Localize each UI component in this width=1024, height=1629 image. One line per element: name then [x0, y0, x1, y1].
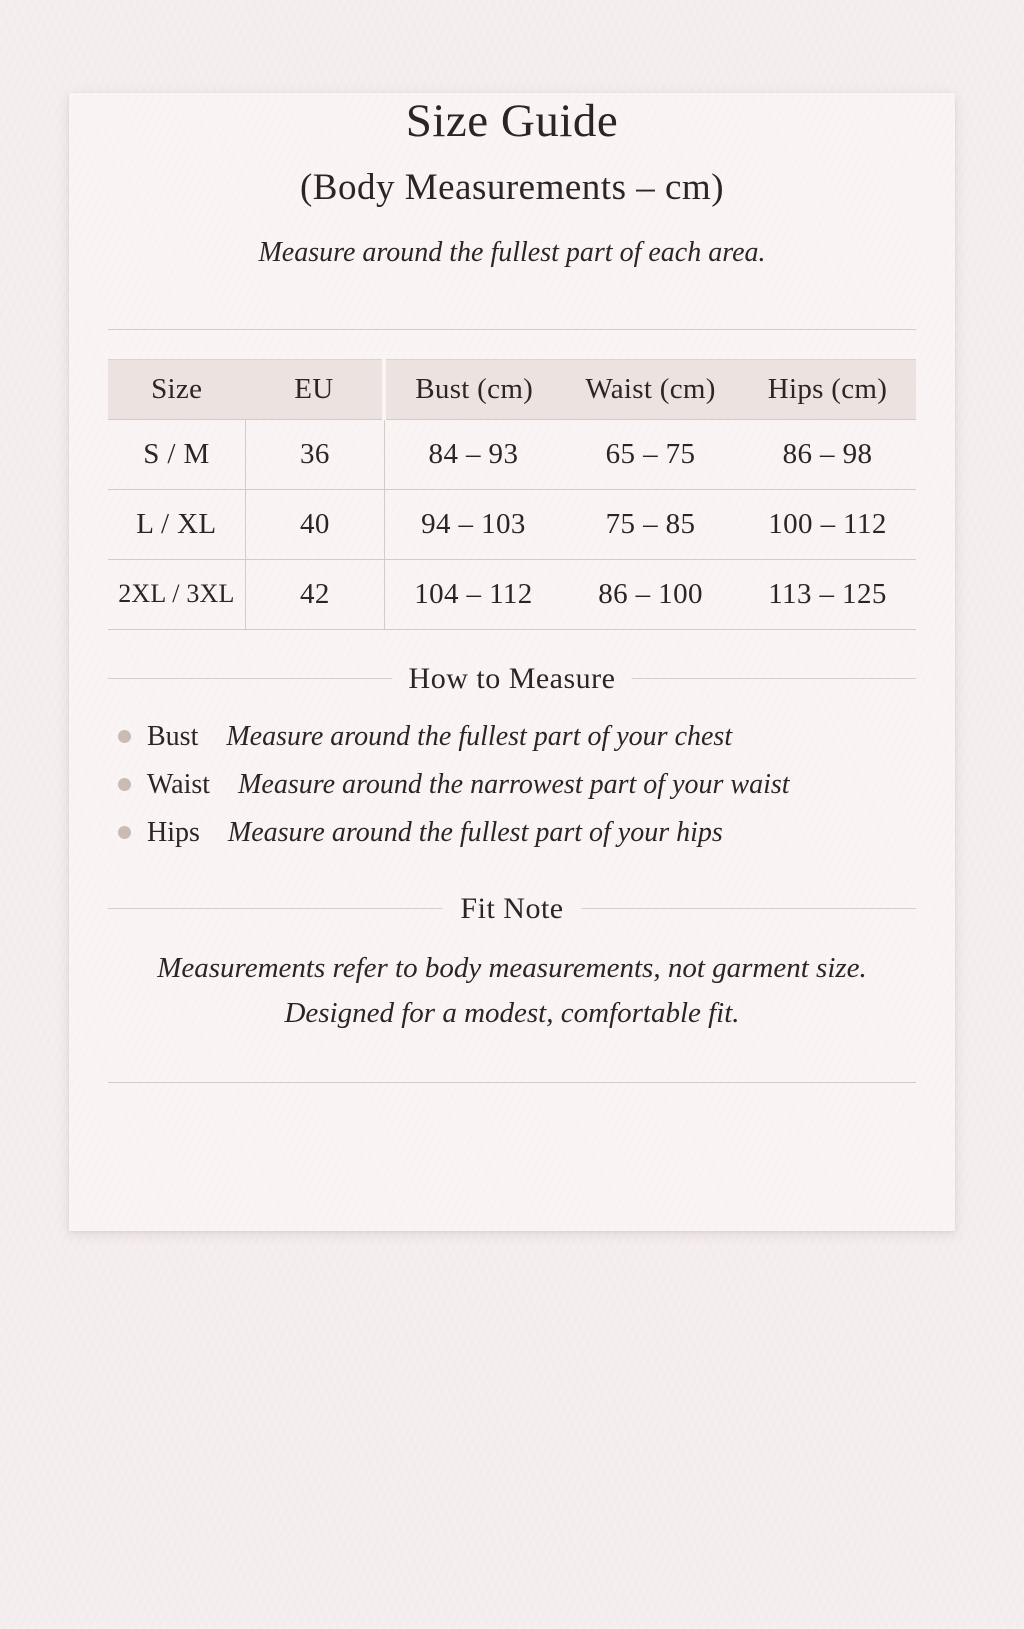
- size-table: [108, 359, 916, 630]
- list-item-bust: [108, 718, 916, 756]
- bust-cell: 104 – 112: [384, 559, 562, 629]
- hips-cell: 86 – 98: [739, 419, 916, 489]
- size-cell: S / M: [108, 419, 245, 489]
- hips-cell: 113 – 125: [739, 559, 916, 629]
- measure-description: Measure around the fullest part of your chest: [226, 720, 733, 752]
- heading-line-left: [108, 678, 392, 679]
- fit-note-line: Designed for a modest, comfortable fit.: [284, 996, 740, 1029]
- size-cell: L / XL: [108, 489, 245, 559]
- measure-description: Measure around the narrowest part of your waist: [238, 768, 790, 800]
- column-header-bust: Bust (cm): [384, 359, 562, 419]
- eu-cell: 40: [245, 489, 384, 559]
- fit-note-heading: [108, 890, 916, 928]
- waist-cell: 86 – 100: [562, 559, 739, 629]
- eu-cell: 36: [245, 419, 384, 489]
- column-header-hips: Hips (cm): [739, 359, 916, 419]
- heading-text: Fit Note: [460, 891, 564, 925]
- waist-cell: 65 – 75: [562, 419, 739, 489]
- measure-list: [108, 718, 916, 852]
- bust-cell: 84 – 93: [384, 419, 562, 489]
- column-header-eu: EU: [245, 359, 384, 419]
- page-title: Size Guide: [405, 95, 619, 147]
- table-header-row: [108, 359, 916, 419]
- heading-line-right: [581, 908, 916, 909]
- heading-line-left: [108, 908, 443, 909]
- size-guide-card: [69, 93, 955, 1231]
- measure-description: Measure around the fullest part of your hips: [227, 816, 723, 848]
- table-row: [108, 489, 916, 559]
- bust-cell: 94 – 103: [384, 489, 562, 559]
- tagline: Measure around the fullest part of each area.: [258, 236, 766, 268]
- measure-label: Hips: [147, 816, 200, 848]
- column-header-waist: Waist (cm): [562, 359, 739, 419]
- waist-cell: 75 – 85: [562, 489, 739, 559]
- size-cell: 2XL / 3XL: [108, 559, 245, 629]
- hips-cell: 100 – 112: [739, 489, 916, 559]
- measure-label: Bust: [147, 720, 199, 752]
- bottom-divider: [108, 1082, 916, 1083]
- how-to-measure-heading: [108, 660, 916, 698]
- table-row: [108, 559, 916, 629]
- eu-cell: 42: [245, 559, 384, 629]
- bullet-dot-icon: [118, 826, 131, 839]
- table-row: [108, 419, 916, 489]
- measure-label: Waist: [147, 768, 211, 800]
- bullet-dot-icon: [118, 778, 131, 791]
- heading-line-right: [632, 678, 916, 679]
- bullet-dot-icon: [118, 730, 131, 743]
- top-divider: [108, 329, 916, 330]
- list-item-hips: [108, 814, 916, 852]
- column-header-size: Size: [108, 359, 245, 419]
- list-item-waist: [108, 766, 916, 804]
- fit-note-line: Measurements refer to body measurements, not garment size.: [157, 951, 867, 984]
- heading-text: How to Measure: [408, 661, 616, 695]
- page-subtitle: (Body Measurements – cm): [299, 167, 725, 209]
